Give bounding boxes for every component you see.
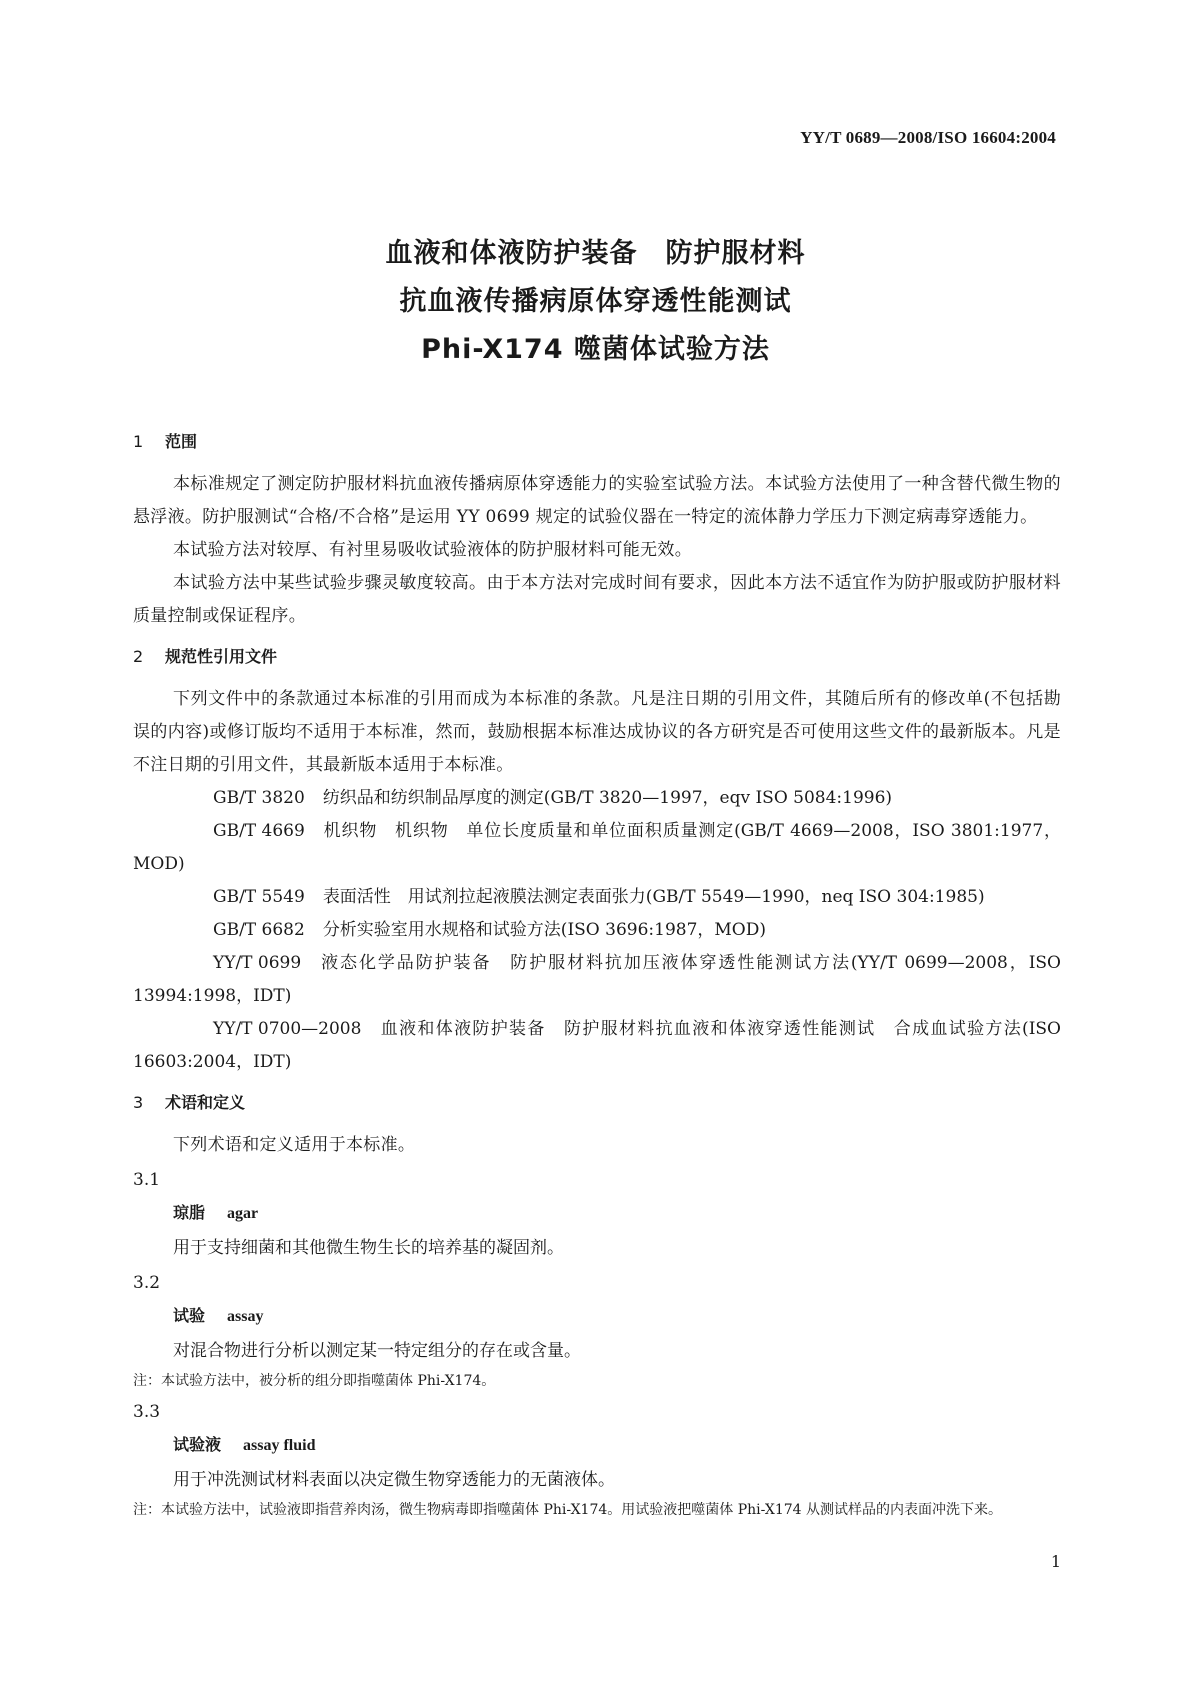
section-number: 1 [133,432,144,451]
section-heading [133,426,1061,458]
paragraph: 本试验方法中某些试验步骤灵敏度较高。由于本方法对完成时间有要求，因此本方法不适宜作为防护服或防护服材料质量控制或保证程序。 [133,573,1061,626]
section-number: 3 [133,1093,144,1112]
section-title: 规范性引用文件 [165,647,278,666]
reference-title: 纺织品和纺织制品厚度的测定(GB/T 3820—1997，eqv ISO 5084:1996) [322,788,893,808]
reference-code: GB/T 4669 [213,821,305,841]
note-text: 本试验方法中，试验液即指营养肉汤，微生物病毒即指噬菌体 Phi-X174。用试验液把噬菌体 Phi-X174 从测试样品的内表面冲洗下来。 [161,1502,1003,1518]
term-note [133,1497,1061,1523]
paragraph: 本标准规定了测定防护服材料抗血液传播病原体穿透能力的实验室试验方法。本试验方法使用了一种含替代微生物的悬浮液。防护服测试“合格/不合格”是运用 YY 0699 规定的试验仪器在一特定的流体静力学压力下测定病毒穿透能力。 [133,474,1061,527]
term-note [133,1368,1061,1394]
clause-number: 3.1 [133,1170,161,1190]
note-label: 注： [133,1373,161,1389]
section-heading [133,1087,1061,1119]
standard-code: YY/T 0689—2008/ISO 16604:2004 [800,128,1056,147]
title-line-2: 抗血液传播病原体穿透性能测试 [399,286,792,317]
reference-code: GB/T 5549 [213,887,305,907]
clause-number: 3.3 [133,1402,161,1422]
section-title: 术语和定义 [165,1093,246,1112]
document-body [133,418,1061,1523]
reference-code: GB/T 3820 [213,788,305,808]
reference-item [133,1013,1061,1079]
reference-item [133,782,1061,815]
paragraph: 下列文件中的条款通过本标准的引用而成为本标准的条款。凡是注日期的引用文件，其随后所有的修改单(不包括勘误的内容)或修订版均不适用于本标准，然而，鼓励根据本标准达成协议的各方研究是否可使用这些文件的最新版本。凡是不注日期的引用文件，其最新版本适用于本标准。 [133,689,1061,775]
reference-title: 分析实验室用水规格和试验方法(ISO 3696:1987，MOD) [322,920,767,940]
term-heading [133,1299,1061,1334]
term-heading [133,1428,1061,1463]
reference-title: 机织物 机织物 单位长度质量和单位面积质量测定(GB/T 4669—2008，ISO 3801:1977，MOD) [133,821,1061,874]
reference-title: 血液和体液防护装备 防护服材料抗血液和体液穿透性能测试 合成血试验方法(ISO 16603:2004，IDT) [133,1019,1061,1072]
term-definition: 用于支持细菌和其他微生物生长的培养基的凝固剂。 [173,1238,564,1258]
section-title: 范围 [165,432,198,451]
term-zh: 试验液 [173,1435,222,1454]
reference-item [133,881,1061,914]
title-line-1: 血液和体液防护装备 防护服材料 [385,238,806,269]
note-text: 本试验方法中，被分析的组分即指噬菌体 Phi-X174。 [161,1373,496,1389]
term-en: assay fluid [243,1437,316,1454]
section-heading [133,641,1061,673]
paragraph: 本试验方法对较厚、有衬里易吸收试验液体的防护服材料可能无效。 [173,540,692,560]
term-heading [133,1196,1061,1231]
paragraph: 下列术语和定义适用于本标准。 [173,1135,416,1155]
reference-item [133,947,1061,1013]
reference-title: 液态化学品防护装备 防护服材料抗加压液体穿透性能测试方法(YY/T 0699—2008，ISO 13994:1998，IDT) [133,953,1061,1006]
term-zh: 试验 [173,1306,206,1325]
term-definition: 对混合物进行分析以测定某一特定组分的存在或含量。 [173,1341,581,1361]
reference-code: YY/T 0700—2008 [213,1019,362,1039]
term-en: assay [227,1308,264,1325]
reference-title: 表面活性 用试剂拉起液膜法测定表面张力(GB/T 5549—1990，neq ISO 304:1985) [322,887,985,907]
term-zh: 琼脂 [173,1203,206,1222]
note-label: 注： [133,1502,161,1518]
term-en: agar [227,1205,259,1222]
document-title [0,230,1191,374]
reference-code: GB/T 6682 [213,920,305,940]
reference-item [133,815,1061,881]
reference-item [133,914,1061,947]
reference-code: YY/T 0699 [213,953,302,973]
page-number: 1 [1050,1552,1061,1571]
clause-number: 3.2 [133,1273,161,1293]
term-definition: 用于冲洗测试材料表面以决定微生物穿透能力的无菌液体。 [173,1470,615,1490]
section-number: 2 [133,647,144,666]
title-line-3: Phi-X174 噬菌体试验方法 [421,334,770,365]
